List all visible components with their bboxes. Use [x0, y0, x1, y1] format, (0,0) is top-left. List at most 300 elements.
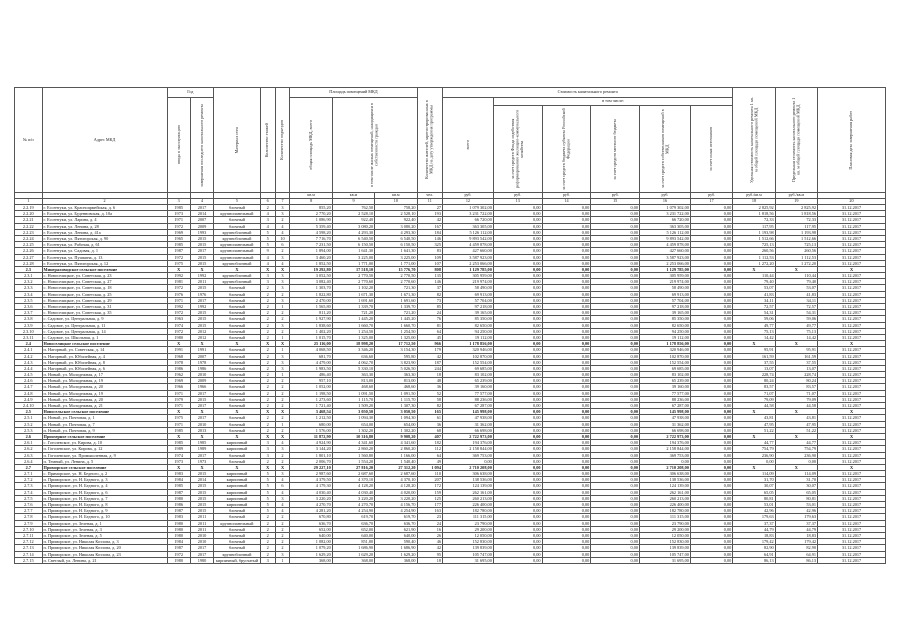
table-cell: 4 128,20: [375, 483, 417, 489]
table-cell: крупнопанельный: [214, 211, 261, 217]
table-cell: 3: [275, 211, 290, 217]
table-cell: 0,00: [493, 235, 542, 241]
table-cell: 53,01: [733, 502, 775, 508]
table-cell: 811,20: [290, 310, 332, 316]
table-cell: 0,00: [542, 279, 591, 285]
table-cell: 3: [275, 297, 290, 303]
table-cell: 2017: [190, 551, 213, 557]
table-cell: 2017: [190, 415, 213, 421]
table-cell: блочный: [214, 421, 261, 427]
table-cell: 0,00: [591, 334, 640, 340]
table-cell: блочный: [214, 365, 261, 371]
table-cell: блочный: [214, 304, 261, 310]
table-cell: 1 112,53: [775, 254, 817, 260]
table-cell: 2015: [190, 310, 213, 316]
table-cell: 110,44: [775, 273, 817, 279]
table-cell: 1971: [167, 297, 190, 303]
table-cell: 64,91: [775, 551, 817, 557]
table-cell: 0,00: [690, 260, 732, 266]
table-cell: 1981: [167, 279, 190, 285]
table-cell: 262 161,00: [442, 489, 493, 495]
table-cell: 41,83: [733, 291, 775, 297]
table-cell: 3 346,20: [332, 347, 374, 353]
table-cell: 0,00: [542, 334, 591, 340]
table-cell: кирпичный: [214, 489, 261, 495]
table-cell: Х: [260, 433, 275, 439]
table-cell: 0,00: [493, 508, 542, 514]
table-cell: 0,00: [493, 353, 542, 359]
table-cell: 813,00: [332, 378, 374, 384]
table-cell: 105 747,00: [442, 551, 493, 557]
table-cell: 1 091,50: [332, 390, 374, 396]
table-cell: 1986: [167, 502, 190, 508]
table-cell: 0,00: [542, 514, 591, 520]
table-cell: 79,09: [733, 396, 775, 402]
address-cell: с. Новоселицкое, ул. Советская, д. 35: [42, 310, 167, 316]
table-cell: 31.12.2017: [818, 495, 886, 501]
address-cell: с. Новоселицкое, ул. Советская, д. 29: [42, 297, 167, 303]
table-cell: 2 687,60: [332, 471, 374, 477]
table-cell: 1975: [167, 260, 190, 266]
table-cell: 0,00: [591, 359, 640, 365]
table-cell: 2: [260, 532, 275, 538]
table-cell: 4 293,30: [332, 229, 374, 235]
table-cell: 57 704,00: [640, 297, 691, 303]
table-cell: 2: [275, 396, 290, 402]
address-cell: с. Садовое, ул. Школьная, д. 1: [42, 334, 167, 340]
table-cell: 3 587 923,00: [640, 254, 691, 260]
table-cell: 0,00: [493, 322, 542, 328]
table-cell: 0,00: [591, 304, 640, 310]
table-cell: 2: [275, 390, 290, 396]
table-cell: 7 716,70: [290, 235, 332, 241]
table-cell: 0,00: [591, 205, 640, 211]
table-cell: 85 350,00: [640, 316, 691, 322]
table-cell: 172: [417, 483, 442, 489]
table-cell: 1992: [190, 304, 213, 310]
table-cell: 407: [417, 433, 442, 439]
table-cell: 31.12.2017: [818, 359, 886, 365]
header-max-cost: Предельная стоимость капитального ремонта 1 кв. м общей площади помещений МКД: [775, 88, 817, 193]
table-cell: 1962: [167, 372, 190, 378]
table-cell: 13,07: [775, 365, 817, 371]
table-cell: блочный: [214, 514, 261, 520]
table-cell: 0,00: [493, 483, 542, 489]
table-cell: 0,00: [493, 446, 542, 452]
table-cell: 138 536,00: [442, 477, 493, 483]
table-cell: 0,00: [591, 310, 640, 316]
table-cell: 3 823,90: [375, 359, 417, 365]
table-cell: 0,00: [493, 532, 542, 538]
table-cell: 4: [275, 229, 290, 235]
table-cell: 1987: [167, 545, 190, 551]
table-cell: 0,00: [690, 316, 732, 322]
table-cell: 31.12.2017: [818, 285, 886, 291]
table-cell: 18 998,20: [332, 341, 374, 347]
table-cell: 2: [260, 421, 275, 427]
table-cell: 640,00: [375, 532, 417, 538]
table-cell: 5: [260, 242, 275, 248]
table-cell: 0,00: [542, 384, 591, 390]
table-cell: 3 231 722,00: [640, 211, 691, 217]
table-cell: 6 150,50: [375, 242, 417, 248]
table-cell: 94 250,00: [640, 328, 691, 334]
address-cell: п. Приморское, ул. Н. Бедного, д. 10: [42, 514, 167, 520]
address-cell: с. Новоселицкое, ул. Советская, д. 23: [42, 273, 167, 279]
table-cell: Х: [214, 341, 261, 347]
table-cell: 5 126 112,00: [640, 229, 691, 235]
table-cell: 0,00: [690, 291, 732, 297]
table-cell: 31.12.2017: [818, 248, 886, 254]
table-cell: 1992: [167, 273, 190, 279]
table-cell: 2011: [190, 526, 213, 532]
table-cell: 0,00: [690, 310, 732, 316]
table-cell: 2015: [190, 508, 213, 514]
table-cell: 1986: [190, 365, 213, 371]
table-cell: 320 946,00: [442, 347, 493, 353]
unit-cell: руб.: [640, 193, 691, 199]
table-cell: Х: [167, 409, 190, 415]
table-cell: 2: [260, 205, 275, 211]
table-cell: 2015: [190, 471, 213, 477]
table-cell: 4: [275, 260, 290, 266]
table-cell: 0,00: [493, 433, 542, 439]
table-cell: 83 102,00: [442, 372, 493, 378]
table-cell: 1971: [167, 390, 190, 396]
table-cell: 86,13: [775, 557, 817, 563]
table-cell: блочный: [214, 328, 261, 334]
table-cell: 1976: [167, 291, 190, 297]
table-cell: 4: [275, 489, 290, 495]
table-cell: 43,81: [775, 415, 817, 421]
table-cell: 1 339,70: [332, 304, 374, 310]
table-cell: 67 287,00: [640, 403, 691, 409]
table-cell: 0,00: [493, 458, 542, 464]
table-cell: 2: [275, 532, 290, 538]
table-cell: 368,00: [375, 557, 417, 563]
table-cell: 762,50: [332, 205, 374, 211]
table-cell: 0,00: [591, 211, 640, 217]
table-cell: крупноблочный: [214, 551, 261, 557]
table-cell: 0,00: [542, 396, 591, 402]
table-cell: 163: [417, 508, 442, 514]
table-cell: 5: [260, 229, 275, 235]
table-cell: 53,07: [775, 285, 817, 291]
table-cell: 2.7.14: [15, 551, 43, 557]
table-cell: 1 112,53: [733, 254, 775, 260]
table-cell: 44,77: [733, 440, 775, 446]
table-cell: 80,81: [733, 495, 775, 501]
unit-cell: руб.: [542, 193, 591, 199]
table-cell: 41,83: [775, 291, 817, 297]
table-cell: 3 225,00: [332, 254, 374, 260]
table-cell: 621,90: [375, 526, 417, 532]
table-cell: 0,00: [690, 403, 732, 409]
table-cell: крупнопанельный: [214, 248, 261, 254]
table-cell: 2: [260, 285, 275, 291]
table-cell: 0,00: [493, 223, 542, 229]
table-cell: 39 165,00: [442, 310, 493, 316]
table-cell: 654,00: [375, 421, 417, 427]
table-cell: 51,22: [733, 427, 775, 433]
table-cell: 2.7.4: [15, 489, 43, 495]
table-cell: 177: [417, 502, 442, 508]
table-cell: 24: [417, 310, 442, 316]
table-cell: 1 629,20: [290, 551, 332, 557]
table-cell: 0,00: [591, 322, 640, 328]
table-cell: 44,79: [775, 526, 817, 532]
table-cell: 2.2.21: [15, 217, 43, 223]
table-cell: 2: [260, 458, 275, 464]
table-cell: 6: [275, 483, 290, 489]
table-cell: 0,00: [493, 495, 542, 501]
table-cell: Х: [260, 409, 275, 415]
table-cell: 2.2.22: [15, 223, 43, 229]
table-cell: 18,83: [733, 532, 775, 538]
table-cell: 0,00: [591, 532, 640, 538]
table-cell: 2: [260, 514, 275, 520]
table-cell: 0,00: [542, 495, 591, 501]
table-cell: 2.3.7: [15, 310, 43, 316]
table-cell: 0,00: [493, 211, 542, 217]
table-cell: 47,95: [775, 421, 817, 427]
table-cell: 80,24: [775, 378, 817, 384]
table-cell: 0,00: [493, 310, 542, 316]
table-cell: 0,00: [690, 273, 732, 279]
table-cell: 17 712,50: [375, 341, 417, 347]
table-cell: 31,70: [775, 477, 817, 483]
table-cell: 1: [275, 557, 290, 563]
table-cell: 83: [417, 248, 442, 254]
table-cell: 182 780,00: [442, 508, 493, 514]
table-cell: Х: [775, 409, 817, 415]
address-cell: с. Гоголевское, ул. Кирова, д. 10: [42, 440, 167, 446]
table-cell: 44,77: [775, 440, 817, 446]
header-deadline: Плановая дата завершения работ: [818, 88, 886, 193]
table-cell: 69 685,00: [640, 365, 691, 371]
table-cell: 2.2.25: [15, 242, 43, 248]
table-cell: 12 050,00: [640, 532, 691, 538]
table-cell: 0,00: [493, 464, 542, 470]
table-cell: 3: [260, 279, 275, 285]
table-cell: 0,00: [542, 205, 591, 211]
table-cell: 97 218,00: [442, 304, 493, 310]
table-cell: 4: [275, 440, 290, 446]
table-cell: 0,00: [493, 403, 542, 409]
table-cell: 18: [417, 557, 442, 563]
table-cell: 184: [417, 229, 442, 235]
table-cell: 2 710 208,00: [442, 464, 493, 470]
table-cell: крупноблочный: [214, 279, 261, 285]
table-cell: 2.4.9: [15, 396, 43, 402]
address-cell: п. Приморское, ул. Н. Бедного, д. 3: [42, 477, 167, 483]
table-cell: 31.12.2017: [818, 421, 886, 427]
table-cell: 260 213,00: [640, 495, 691, 501]
table-cell: 179: [417, 347, 442, 353]
table-cell: 306 638,00: [442, 471, 493, 477]
table-cell: 3 225,00: [375, 254, 417, 260]
table-cell: 0,00: [591, 353, 640, 359]
table-cell: 82,90: [775, 545, 817, 551]
table-cell: 2 770,60: [375, 279, 417, 285]
table-cell: 1 512,66: [733, 235, 775, 241]
address-cell: г. Ессентуки, ул. Пятигорская, д. 90: [42, 235, 167, 241]
table-cell: 1 512,66: [775, 235, 817, 241]
table-cell: 114,09: [775, 471, 817, 477]
table-cell: 1983: [167, 514, 190, 520]
table-cell: 110: [417, 471, 442, 477]
table-cell: 0,00: [542, 446, 591, 452]
table-cell: 1 686,90: [332, 545, 374, 551]
table-cell: 0,00: [591, 266, 640, 272]
table-cell: 94 250,00: [442, 328, 493, 334]
table-cell: 37,55: [775, 359, 817, 365]
table-cell: 1973: [190, 458, 213, 464]
header-floors: Количество этажей: [260, 88, 275, 193]
table-cell: 0,00: [591, 403, 640, 409]
table-cell: 1980: [167, 557, 190, 563]
table-cell: кирпичный: [214, 446, 261, 452]
table-cell: 58 490,00: [442, 285, 493, 291]
table-cell: 305 959,00: [442, 273, 493, 279]
table-cell: 0,00: [493, 279, 542, 285]
table-cell: 31.12.2017: [818, 372, 886, 378]
table-cell: 2.7.3: [15, 483, 43, 489]
address-cell: п. Приморское, ул. Зеленая, д. 5: [42, 532, 167, 538]
table-cell: блочный: [214, 372, 261, 378]
table-cell: 0,00: [493, 260, 542, 266]
unit-cell: кв.м: [332, 193, 374, 199]
table-cell: 486,40: [290, 372, 332, 378]
table-cell: 2: [275, 248, 290, 254]
header-entrances: Количество подъездов: [275, 88, 290, 193]
address-cell: п. Новый, ул. Молодежная, д. 21: [42, 403, 167, 409]
table-cell: 0,00: [591, 254, 640, 260]
table-cell: 0,00: [493, 229, 542, 235]
table-cell: 0,00: [493, 396, 542, 402]
table-cell: 2.3.3: [15, 285, 43, 291]
table-cell: 236,90: [733, 452, 775, 458]
header-cost-sub: в том числе:: [493, 98, 732, 106]
table-cell: 0,00: [542, 235, 591, 241]
table-cell: 1985: [167, 483, 190, 489]
table-cell: 179,42: [775, 539, 817, 545]
table-cell: 721,20: [332, 310, 374, 316]
table-cell: 69 913,00: [442, 291, 493, 297]
table-cell: 2 770,50: [332, 273, 374, 279]
table-cell: 2.3.9: [15, 322, 43, 328]
table-cell: 1971: [167, 403, 190, 409]
table-cell: 0,00: [542, 242, 591, 248]
table-cell: 0,00: [542, 415, 591, 421]
table-cell: 0,00: [591, 415, 640, 421]
table-cell: 52: [417, 390, 442, 396]
table-cell: 3 080,20: [375, 223, 417, 229]
table-cell: 2.7.15: [15, 557, 43, 563]
table-cell: 31.12.2017: [818, 477, 886, 483]
table-cell: 813,00: [375, 378, 417, 384]
table-cell: 5: [260, 483, 275, 489]
address-cell: п. Новый, ул. Молодежная, д. 19: [42, 390, 167, 396]
table-cell: 2011: [190, 520, 213, 526]
table-cell: 1 015,70: [290, 334, 332, 340]
address-cell: п. Темный, ул. Ленина, д. 5: [42, 458, 167, 464]
table-cell: 2.3.6: [15, 304, 43, 310]
table-cell: 48: [417, 378, 442, 384]
table-cell: 636,70: [332, 520, 374, 526]
table-cell: 0,00: [591, 260, 640, 266]
table-cell: 2.6: [15, 433, 43, 439]
table-cell: 25 116,00: [290, 341, 332, 347]
table-cell: 79,40: [775, 279, 817, 285]
table-cell: 2: [260, 297, 275, 303]
table-cell: 31.12.2017: [818, 260, 886, 266]
table-cell: 0,00: [775, 458, 817, 464]
table-cell: 262 161,00: [640, 489, 691, 495]
table-cell: 1966: [167, 384, 190, 390]
table-cell: крупноблочный: [214, 260, 261, 266]
table-cell: 0,00: [442, 458, 493, 464]
table-cell: 42,96: [733, 508, 775, 514]
table-cell: 1978: [190, 359, 213, 365]
table-cell: 260 213,00: [442, 495, 493, 501]
table-cell: 0,00: [542, 520, 591, 526]
table-cell: 922,40: [332, 217, 374, 223]
table-cell: 2 770,60: [332, 279, 374, 285]
table-cell: Х: [733, 341, 775, 347]
table-cell: 1 178 856,00: [442, 341, 493, 347]
table-cell: 2012: [190, 334, 213, 340]
table-cell: 0,00: [493, 489, 542, 495]
table-cell: 0,00: [493, 297, 542, 303]
table-cell: блочный: [214, 297, 261, 303]
table-cell: 179,63: [733, 514, 775, 520]
table-cell: 3 144,20: [290, 446, 332, 452]
table-cell: 23: [417, 514, 442, 520]
table-cell: 66 698,00: [442, 427, 493, 433]
table-cell: 1 272,20: [775, 260, 817, 266]
table-cell: 2.4.8: [15, 390, 43, 396]
table-cell: 4 020,00: [375, 489, 417, 495]
table-cell: 2.2.28: [15, 260, 43, 266]
table-cell: Х: [818, 266, 886, 272]
table-cell: 2.4.3: [15, 359, 43, 365]
table-cell: 369 753,00: [442, 452, 493, 458]
table-cell: 0,00: [591, 378, 640, 384]
table-cell: 31.12.2017: [818, 291, 886, 297]
table-cell: 4 254,90: [375, 508, 417, 514]
table-cell: крупноблочный: [214, 229, 261, 235]
column-number-cell: 3: [167, 199, 190, 205]
table-cell: 2 528,10: [332, 211, 374, 217]
table-cell: блочный: [214, 310, 261, 316]
table-cell: 4 341,60: [332, 440, 374, 446]
table-cell: 1980: [190, 557, 213, 563]
table-cell: 31.12.2017: [818, 557, 886, 563]
table-cell: 31.12.2017: [818, 322, 886, 328]
table-cell: 0,00: [542, 365, 591, 371]
table-cell: 2.3.5: [15, 297, 43, 303]
table-cell: 95: [417, 551, 442, 557]
table-cell: 27: [417, 205, 442, 211]
table-cell: 2.6.2: [15, 446, 43, 452]
table-cell: 1 254,50: [375, 328, 417, 334]
header-cost-group: Стоимость капитального ремонта: [442, 88, 732, 98]
table-cell: кирпичный: [214, 495, 261, 501]
table-cell: 2.7.1: [15, 471, 43, 477]
table-cell: 0,00: [690, 557, 732, 563]
table-cell: 1 086,90: [290, 217, 332, 223]
